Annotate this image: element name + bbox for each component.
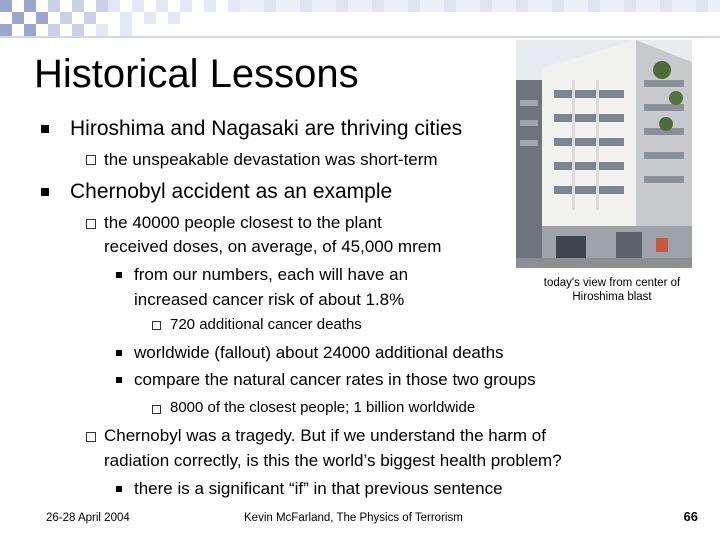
bullet-worldwide-fallout: worldwide (fallout) about 24000 additional deaths	[134, 343, 504, 362]
footer-date: 26-28 April 2004	[46, 512, 130, 524]
hollow-square-bullet-icon	[86, 155, 96, 165]
hollow-square-bullet-icon	[152, 405, 161, 414]
footer-author: Kevin McFarland, The Physics of Terrorism	[244, 512, 463, 524]
bullet-cancer-risk-line2: increased cancer risk of about 1.8%	[134, 290, 405, 309]
bullet-cancer-risk-line1: from our numbers, each will have an	[134, 265, 409, 284]
bullet-8000-people: 8000 of the closest people; 1 billion worldwide	[170, 399, 476, 416]
bullet-compare-rates: compare the natural cancer rates in those two groups	[134, 370, 536, 389]
bullet-720-deaths: 720 additional cancer deaths	[170, 316, 362, 333]
page-number: 66	[683, 509, 698, 524]
photo-caption	[520, 276, 704, 304]
hollow-square-bullet-icon	[86, 432, 96, 442]
bullet-hiroshima: Hiroshima and Nagasaki are thriving cities	[70, 117, 463, 140]
square-bullet-icon	[116, 272, 122, 278]
square-bullet-icon	[41, 125, 49, 133]
header-divider	[0, 36, 720, 38]
square-bullet-icon	[116, 350, 122, 356]
bullet-40000-people-line2: received doses, on average, of 45,000 mrem	[104, 237, 442, 256]
building-photo	[516, 40, 692, 268]
photo-caption-line2: Hiroshima blast	[572, 291, 652, 303]
bullet-chernobyl: Chernobyl accident as an example	[70, 180, 393, 203]
square-bullet-icon	[116, 486, 122, 492]
bullet-tragedy-line2: radiation correctly, is this the world’s biggest health problem?	[104, 451, 562, 470]
square-bullet-icon	[116, 377, 122, 383]
bullet-devastation: the unspeakable devastation was short-term	[104, 150, 438, 169]
header-checker-pattern	[0, 0, 720, 36]
bullet-significant-if: there is a significant “if” in that previous sentence	[134, 479, 503, 498]
hollow-square-bullet-icon	[152, 321, 161, 330]
photo-caption-line1: today's view from center of	[543, 277, 681, 289]
hollow-square-bullet-icon	[86, 219, 96, 229]
square-bullet-icon	[41, 188, 49, 196]
slide-title: Historical Lessons	[34, 52, 359, 96]
bullet-tragedy-line1: Chernobyl was a tragedy. But if we understand the harm of	[104, 426, 546, 445]
bullet-40000-people-line1: the 40000 people closest to the plant	[104, 213, 382, 232]
